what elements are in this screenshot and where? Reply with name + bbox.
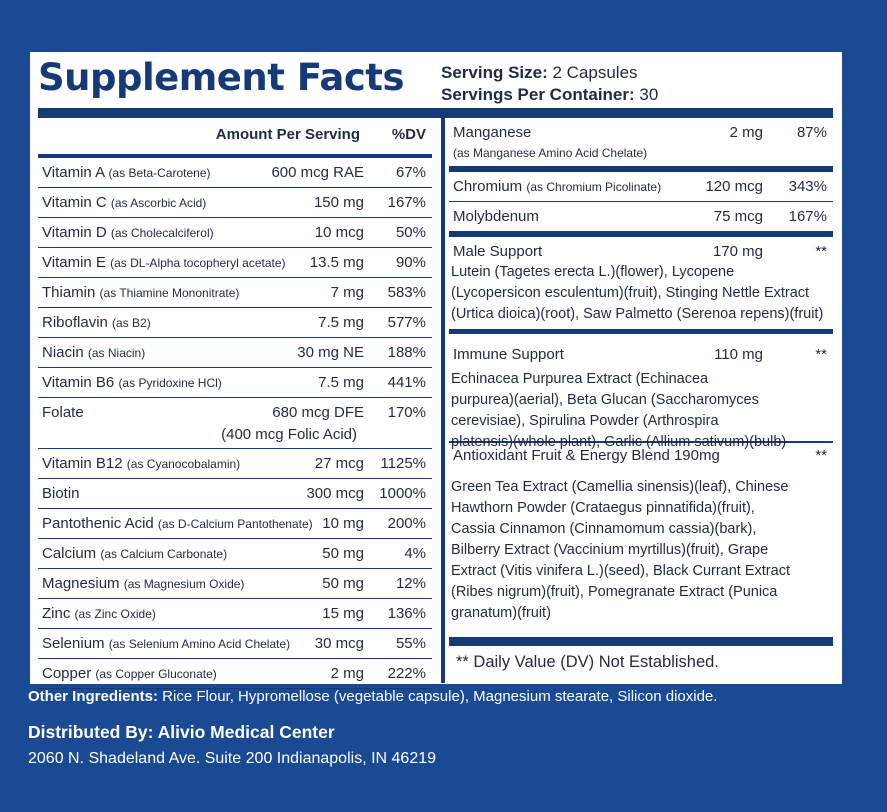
nutrient-dv: 1000%: [379, 485, 426, 502]
other-ingredients-text: Rice Flour, Hypromellose (vegetable capsule), Magnesium stearate, Silicon dioxide.: [158, 688, 718, 705]
nutrient-dv: 167%: [788, 208, 827, 225]
distributor-address: 2060 N. Shadeland Ave. Suite 200 Indianapolis, IN 46219: [28, 750, 437, 767]
nutrient-amount: 10 mcg: [314, 224, 364, 241]
right-column: [449, 118, 833, 628]
other-ingredients: [28, 688, 717, 705]
nutrient-dv: 50%: [395, 224, 426, 241]
nutrient-name: Vitamin A: [42, 164, 105, 181]
nutrient-amount: 7.5 mg: [318, 374, 364, 391]
nutrient-dv: 577%: [387, 314, 426, 331]
nutrient-source: (as D-Calcium Pantothenate): [157, 517, 313, 531]
bottom-rule: [449, 637, 833, 646]
nutrient-dv: 170%: [387, 404, 426, 421]
nutrient-amount: 680 mcg DFE: [272, 404, 364, 421]
nutrient-row: [38, 248, 432, 278]
ingredient-line: Green Tea Extract (Camellia sinensis)(leaf), Chinese: [451, 479, 789, 495]
ingredient-line: Extract (Vitis vinifera L.)(seed), Black Currant Extract: [451, 563, 790, 579]
top-rule: [38, 108, 833, 118]
nutrient-row: [38, 509, 432, 539]
nutrient-name: Vitamin E: [42, 254, 106, 271]
ingredient-line: platensis)(whole plant), Garlic (Allium sativum)(bulb): [451, 434, 787, 450]
page-title: Supplement Facts: [38, 56, 405, 99]
left-column: [38, 118, 432, 689]
ingredient-line: Cassia Cinnamon (Cinnamomum cassia)(bark),: [451, 521, 757, 537]
blend-ingredients: [451, 262, 835, 325]
nutrient-name: Selenium: [42, 635, 105, 652]
blend-amount: 110 mg: [714, 346, 763, 363]
servings-per-container-label: Servings Per Container:: [441, 85, 635, 104]
nutrient-row: [38, 308, 432, 338]
nutrient-source: (as Niacin): [87, 346, 146, 360]
ingredient-line: cerevisiae), Spirulina Powder (Arthrospira: [451, 413, 719, 429]
blend-dv: **: [815, 243, 827, 260]
ingredient-line: Echinacea Purpurea Extract (Echinacea: [451, 371, 709, 387]
nutrient-dv: 188%: [387, 344, 426, 361]
nutrient-source: (as Pyridoxine HCl): [118, 376, 222, 390]
blend-name: Male Support: [453, 243, 543, 260]
nutrient-name: Calcium: [42, 545, 97, 562]
nutrient-amount: 150 mg: [313, 194, 364, 211]
ingredient-line: (Ribes nigrum)(fruit), Pomegranate Extract (Punica: [451, 584, 778, 600]
nutrient-dv: 222%: [387, 665, 426, 682]
column-divider: [441, 118, 445, 683]
nutrient-name: Manganese: [453, 124, 532, 141]
dv-footnote: ** Daily Value (DV) Not Established.: [456, 653, 719, 671]
blend-ingredients: [451, 477, 835, 624]
amount-header: Amount Per Serving: [215, 126, 360, 143]
nutrient-amount: 13.5 mg: [309, 254, 364, 271]
nutrient-name: Magnesium: [42, 575, 120, 592]
nutrient-name: Copper: [42, 665, 92, 682]
nutrient-source: (as Zinc Oxide): [74, 607, 156, 621]
nutrient-dv: 136%: [387, 605, 426, 622]
nutrient-dv: 90%: [395, 254, 426, 271]
nutrient-dv: 4%: [404, 545, 426, 562]
nutrient-amount: 600 mcg RAE: [271, 164, 364, 181]
nutrient-row: [38, 659, 432, 689]
nutrient-source: (as Beta-Carotene): [108, 166, 211, 180]
nutrient-dv: 167%: [387, 194, 426, 211]
nutrient-name: Zinc: [42, 605, 71, 622]
nutrient-name: Biotin: [42, 485, 80, 502]
nutrient-amount: 7.5 mg: [318, 314, 364, 331]
nutrient-row: [38, 449, 432, 479]
blend-immune-support: [449, 334, 833, 450]
ingredient-line: Bilberry Extract (Vaccinium myrtillus)(fruit), Grape: [451, 542, 769, 558]
nutrient-amount: 50 mg: [322, 545, 364, 562]
nutrient-name: Vitamin C: [42, 194, 107, 211]
nutrient-source: (as Ascorbic Acid): [110, 196, 207, 210]
nutrient-name: Niacin: [42, 344, 84, 361]
nutrient-amount: 75 mcg: [713, 208, 763, 225]
nutrient-row: [38, 479, 432, 509]
nutrient-row-manganese: [449, 118, 833, 167]
nutrient-row: [38, 338, 432, 368]
nutrient-amount: 7 mg: [330, 284, 364, 301]
blend-dv: **: [815, 346, 827, 363]
nutrient-dv: 200%: [387, 515, 426, 532]
nutrient-name: Vitamin D: [42, 224, 107, 241]
nutrient-row: [38, 158, 432, 188]
nutrient-dv: 55%: [395, 635, 426, 652]
nutrient-source: (as Copper Gluconate): [95, 667, 217, 681]
dv-header: %DV: [391, 126, 426, 143]
nutrient-name: Folate: [42, 404, 84, 421]
blend-ingredients: [451, 369, 835, 453]
nutrient-dv: 87%: [796, 124, 827, 141]
nutrient-amount: 50 mg: [322, 575, 364, 592]
nutrient-source: (as Thiamine Mononitrate): [99, 286, 240, 300]
nutrient-amount-note: (400 mcg Folic Acid): [221, 426, 357, 443]
nutrient-dv: 12%: [395, 575, 426, 592]
nutrient-name: Molybdenum: [453, 208, 539, 225]
nutrient-row: [38, 569, 432, 599]
nutrient-source: (as Cholecalciferol): [110, 226, 214, 240]
nutrient-row-molybdenum: [449, 202, 833, 232]
serving-info: [441, 62, 658, 106]
nutrient-amount: 30 mcg: [314, 635, 364, 652]
nutrient-dv: 67%: [395, 164, 426, 181]
ingredient-line: granatum)(fruit): [451, 605, 551, 621]
nutrient-amount: 120 mcg: [705, 178, 763, 195]
nutrient-name: Chromium: [453, 178, 523, 195]
nutrient-row: [38, 539, 432, 569]
servings-per-container-value: 30: [634, 85, 659, 104]
nutrient-name: Vitamin B12: [42, 455, 123, 472]
nutrient-name: Riboflavin: [42, 314, 108, 331]
distributor: Distributed By: Alivio Medical Center: [28, 722, 335, 742]
ingredient-line: (Lycopersicon esculentum)(fruit), Stinging Nettle Extract: [451, 285, 810, 301]
nutrient-row: [38, 278, 432, 308]
nutrient-source: (as DL-Alpha tocopheryl acetate): [110, 256, 286, 270]
nutrient-dv: 1125%: [380, 455, 426, 472]
nutrient-name: Vitamin B6: [42, 374, 115, 391]
nutrient-row: [38, 368, 432, 398]
blend-antioxidant: [449, 443, 833, 628]
nutrient-source: (as Cyanocobalamin): [126, 457, 241, 471]
nutrient-row: [38, 398, 432, 449]
ingredient-line: purpurea)(aerial), Beta Glucan (Saccharomyces: [451, 392, 759, 408]
nutrient-amount: 15 mg: [322, 605, 364, 622]
serving-size-value: 2 Capsules: [547, 63, 638, 82]
nutrient-source: (as Chromium Picolinate): [526, 180, 662, 194]
blend-name: Immune Support: [453, 346, 564, 363]
blend-amount: 170 mg: [712, 243, 763, 260]
nutrient-source: (as B2): [112, 316, 151, 330]
nutrient-row-chromium: [449, 172, 833, 202]
nutrient-name: Thiamin: [42, 284, 96, 301]
nutrient-amount: 27 mcg: [314, 455, 364, 472]
nutrient-source: (as Calcium Carbonate): [100, 547, 228, 561]
ingredient-line: Hawthorn Powder (Crataegus pinnatifida)(fruit),: [451, 500, 755, 516]
ingredient-line: Lutein (Tagetes erecta L.)(flower), Lycopene: [451, 264, 735, 280]
blend-male-support: [449, 237, 833, 329]
ingredient-line: (Urtica dioica)(root), Saw Palmetto (Serenoa repens)(fruit): [451, 306, 824, 322]
nutrient-dv: 441%: [387, 374, 426, 391]
nutrient-source: (as Selenium Amino Acid Chelate): [108, 637, 291, 651]
blend-name: Antioxidant Fruit & Energy Blend 190mg: [453, 447, 720, 464]
nutrient-source: (as Manganese Amino Acid Chelate): [453, 146, 648, 160]
other-ingredients-label: Other Ingredients:: [28, 688, 159, 705]
nutrient-name: Pantothenic Acid: [42, 515, 154, 532]
nutrient-amount: 2 mg: [330, 665, 364, 682]
serving-size-label: Serving Size:: [441, 63, 548, 82]
nutrient-row: [38, 629, 432, 659]
nutrient-dv: 583%: [387, 284, 426, 301]
nutrient-row: [38, 599, 432, 629]
nutrient-amount: 300 mcg: [306, 485, 364, 502]
nutrient-source: (as Magnesium Oxide): [123, 577, 245, 591]
nutrient-dv: 343%: [788, 178, 827, 195]
nutrient-amount: 10 mg: [322, 515, 364, 532]
nutrient-row: [38, 218, 432, 248]
column-header: [38, 118, 432, 158]
blend-dv: **: [815, 447, 827, 464]
nutrient-amount: 2 mg: [729, 124, 763, 141]
nutrient-amount: 30 mg NE: [297, 344, 364, 361]
nutrient-row: [38, 188, 432, 218]
